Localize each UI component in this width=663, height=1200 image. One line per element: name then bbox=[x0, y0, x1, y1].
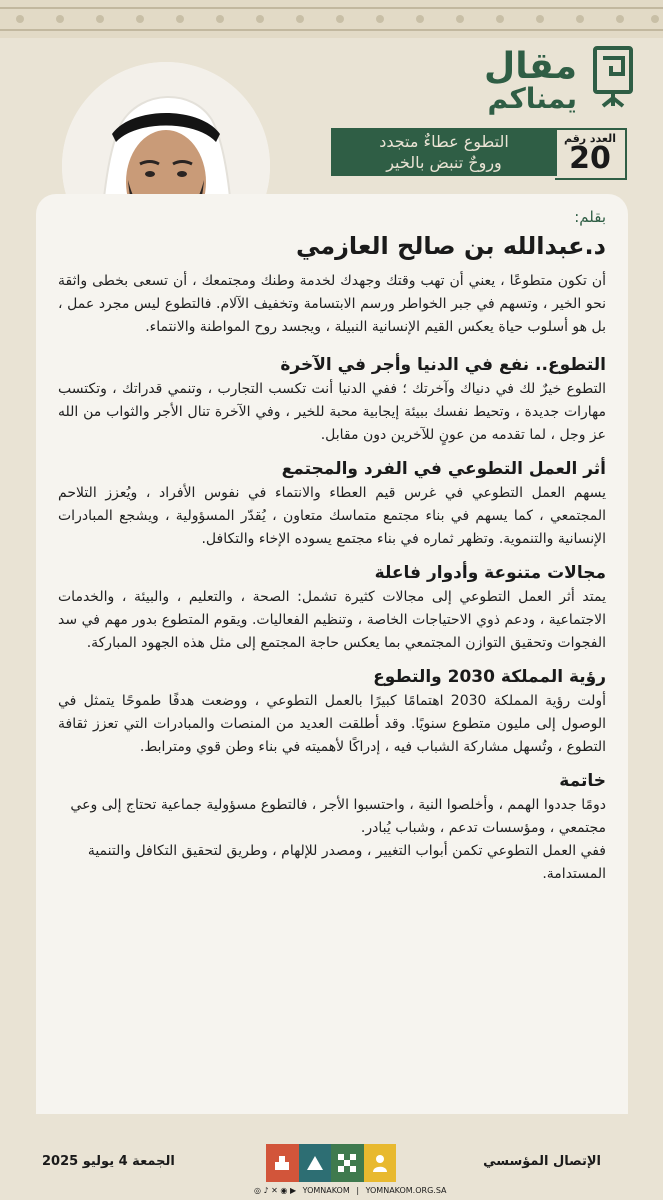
logo-line-2: يمناكم bbox=[487, 82, 577, 115]
issue-label: العدد رقم bbox=[563, 132, 617, 145]
date-label: الجمعة 4 يوليو 2025 bbox=[42, 1154, 175, 1169]
section-title: التطوع.. نفع في الدنيا وأجر في الآخرة bbox=[280, 355, 606, 375]
author-name: د.عبدالله بن صالح العازمي bbox=[295, 232, 606, 260]
person-icon bbox=[364, 1144, 397, 1182]
social-handles bbox=[252, 1186, 447, 1195]
triangle-icon bbox=[299, 1144, 332, 1182]
closing-title: خاتمة bbox=[559, 771, 606, 791]
section-body: يمتد أثر العمل التطوعي إلى مجالات كثيرة تشمل: الصحة ، والتعليم ، والبيئة ، والخدمات الاجتماعية ، ودعم ذوي الاحتياجات الخاصة ، وتنظيم الفعاليات. ويقوم المتطوع بدور مهم في سد الفجوات وتحقيق التوازن المجتمعي بما يعكس حاجة المجتمع إلى مثل هذه الجهود المباركة. bbox=[58, 589, 606, 651]
closing-line: ففي العمل التطوعي تكمن أبواب التغيير ، ومصدر للإلهام ، وطريق لتحقيق التكافل والتنمية المستدامة. bbox=[87, 843, 606, 882]
byline: بقلم: bbox=[574, 208, 606, 226]
article-title-line-1: التطوع عطاءٌ متجدد bbox=[379, 132, 509, 151]
closing-line: دومًا جددوا الهمم ، وأخلصوا النية ، واحتسبوا الأجر ، فالتطوع مسؤولية جماعية تحتاج إلى وعي مجتمعي ، ومؤسسات تدعم ، وشباب يُبادر. bbox=[70, 797, 606, 836]
brand-emblem-icon bbox=[589, 44, 637, 110]
section-body: يسهم العمل التطوعي في غرس قيم العطاء والانتماء في نفوس الأفراد ، ويُعزز التلاحم المجتمعي ، كما يسهم في بناء مجتمع متماسك متعاون ، يُقدّر المسؤولية ، ويشجع المبادرات الإنسانية والتنموية. وتظهر ثماره في بناء مجتمع يسوده الإخاء والتكافل. bbox=[58, 485, 606, 547]
footer bbox=[0, 1114, 663, 1200]
logo-block bbox=[307, 44, 637, 114]
cross-pattern-icon bbox=[331, 1144, 364, 1182]
brand-icon-strip bbox=[266, 1144, 396, 1182]
issue-number-box bbox=[555, 128, 627, 180]
section-title: مجالات متنوعة وأدوار فاعلة bbox=[374, 563, 606, 583]
article-title-line-2: وروحٌ تنبض بالخير bbox=[386, 153, 502, 172]
logo-line-1: مقال bbox=[484, 46, 577, 87]
top-pattern-band bbox=[0, 0, 663, 38]
article-card bbox=[36, 194, 628, 1114]
section-body: أولت رؤية المملكة 2030 اهتمامًا كبيرًا بالعمل التطوعي ، ووضعت هدفًا طموحًا يتمثل في الوصول إلى مليون متطوع سنويًا. وقد أطلقت العديد من المنصات والمبادرات التي تعزز ثقافة التطوع ، وتُسهل مشاركة الشباب فيه ، إدراكًا لأهميته في بناء وطن قوي ومترابط. bbox=[58, 693, 606, 755]
block-icon bbox=[266, 1144, 299, 1182]
website-link[interactable]: YOMNAKOM.ORG.SA bbox=[365, 1186, 447, 1195]
social-handle: YOMNAKOM bbox=[302, 1186, 350, 1195]
article-title-box bbox=[331, 128, 557, 176]
section-body: التطوع خيرٌ لك في دنياك وآخرتك ؛ ففي الدنيا أنت تكسب التجارب ، وتنمي قدراتك ، وتكتسب مهارات جديدة ، وتحيط نفسك ببيئة إيجابية محبة للخير ، وفي الآخرة تنال الأجر والثواب من الله عز وجل ، لما تقدمه من عونٍ للآخرين دون مقابل. bbox=[58, 381, 606, 443]
separator: | bbox=[356, 1186, 360, 1195]
social-icons: ◎ ♪ ✕ ◉ ▶ bbox=[254, 1186, 297, 1195]
section-title: أثر العمل التطوعي في الفرد والمجتمع bbox=[281, 459, 606, 479]
department-label: الإتصال المؤسسي bbox=[483, 1154, 601, 1169]
section-title: رؤية المملكة 2030 والتطوع bbox=[373, 667, 606, 687]
issue-number: 20 bbox=[569, 141, 611, 176]
intro-paragraph: أن تكون متطوعًا ، يعني أن تهب وقتك وجهدك لخدمة وطنك ومجتمعك ، أن تسعى بخطى واثقة نحو الخير ، وتسهم في جبر الخواطر ورسم الابتسامة وتخفيف الآلام. فالتطوع ليس مجرد عمل ، بل هو أسلوب حياة يعكس القيم الإنسانية النبيلة ، ويجسد روح المواطنة والانتماء. bbox=[58, 273, 606, 335]
